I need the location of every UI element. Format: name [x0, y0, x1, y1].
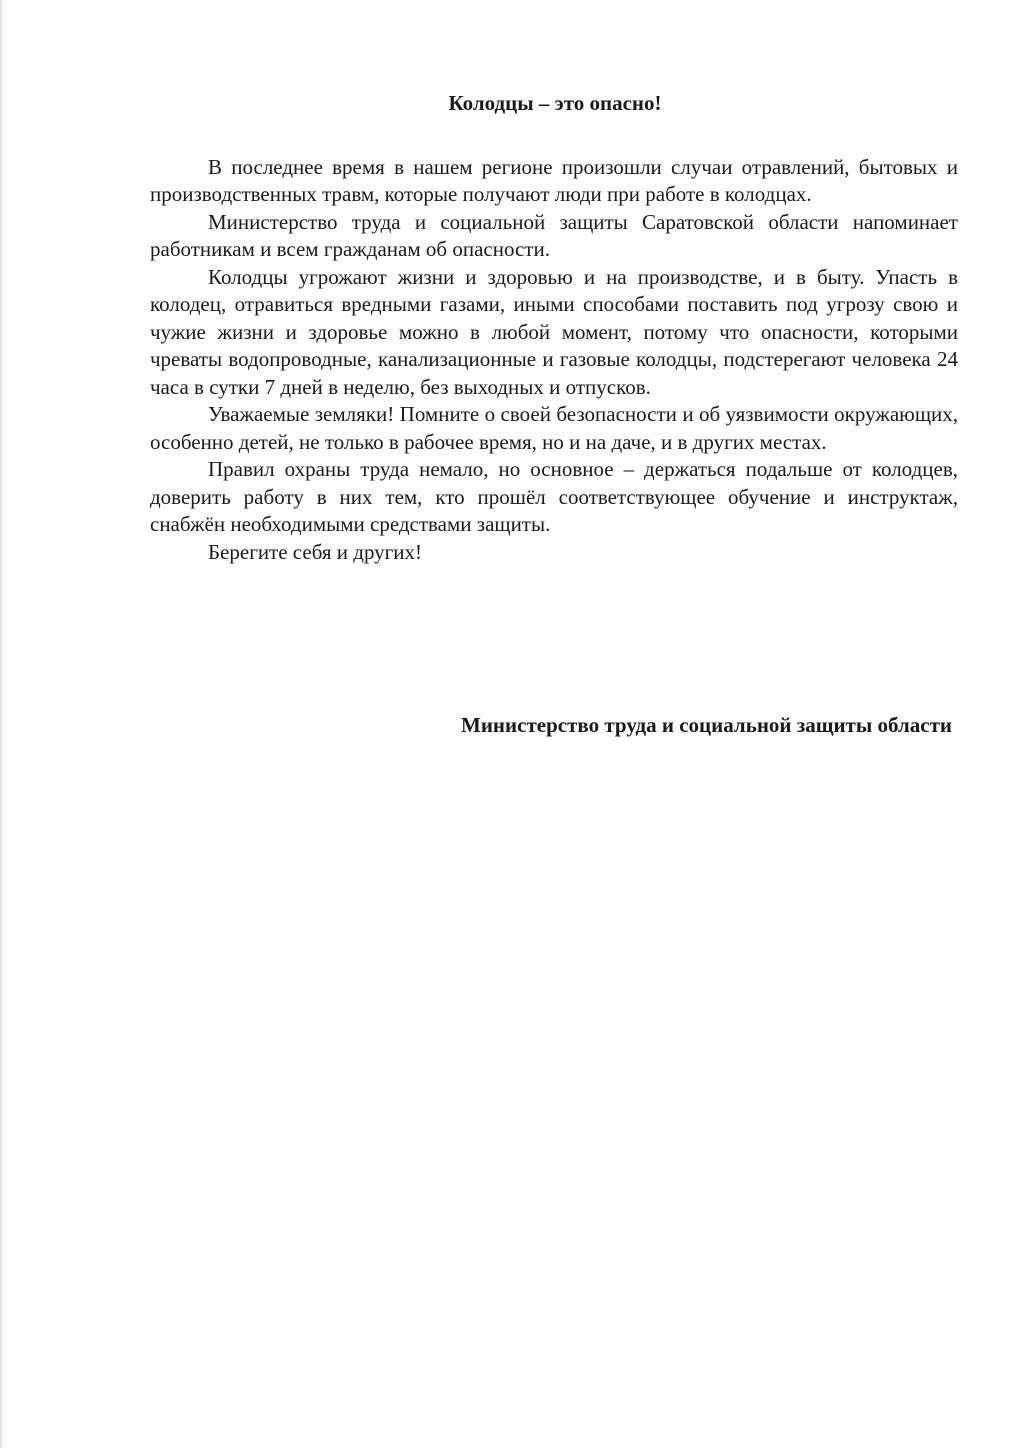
document-body	[150, 90, 958, 566]
closing-line: Берегите себя и других!	[208, 539, 423, 564]
paragraph-appeal: Уважаемые земляки! Помните о своей безопасности и об уязвимости окружающих, особенно детей, не только в рабочее время, но и на даче, и в других местах.	[150, 402, 958, 454]
signature-ministry: Министерство труда и социальной защиты области	[461, 713, 952, 737]
paragraph-incidents: В последнее время в нашем регионе произошли случаи отравлений, бытовых и производственных травм, которые получают люди при работе в колодцах.	[150, 154, 958, 206]
paragraph-ministry-reminder: Министерство труда и социальной защиты Саратовской области напоминает работникам и всем гражданам об опасности.	[150, 209, 958, 261]
document-title: Колодцы – это опасно!	[448, 91, 662, 115]
paragraph-well-dangers: Колодцы угрожают жизни и здоровью и на производстве, и в быту. Упасть в колодец, отравиться вредными газами, иными способами поставить под угрозу свою и чужие жизни и здоровье можно в любой момент, потому что опасности, которыми чреваты водопроводные, канализационные и газовые колодцы, подстерегают человека 24 часа в сутки 7 дней в неделю, без выходных и отпусков.	[150, 264, 958, 399]
paragraph-safety-rules: Правил охраны труда немало, но основное – держаться подальше от колодцев, доверить работу в них тем, кто прошёл соответствующее обучение и инструктаж, снабжён необходимыми средствами защиты.	[150, 457, 958, 536]
